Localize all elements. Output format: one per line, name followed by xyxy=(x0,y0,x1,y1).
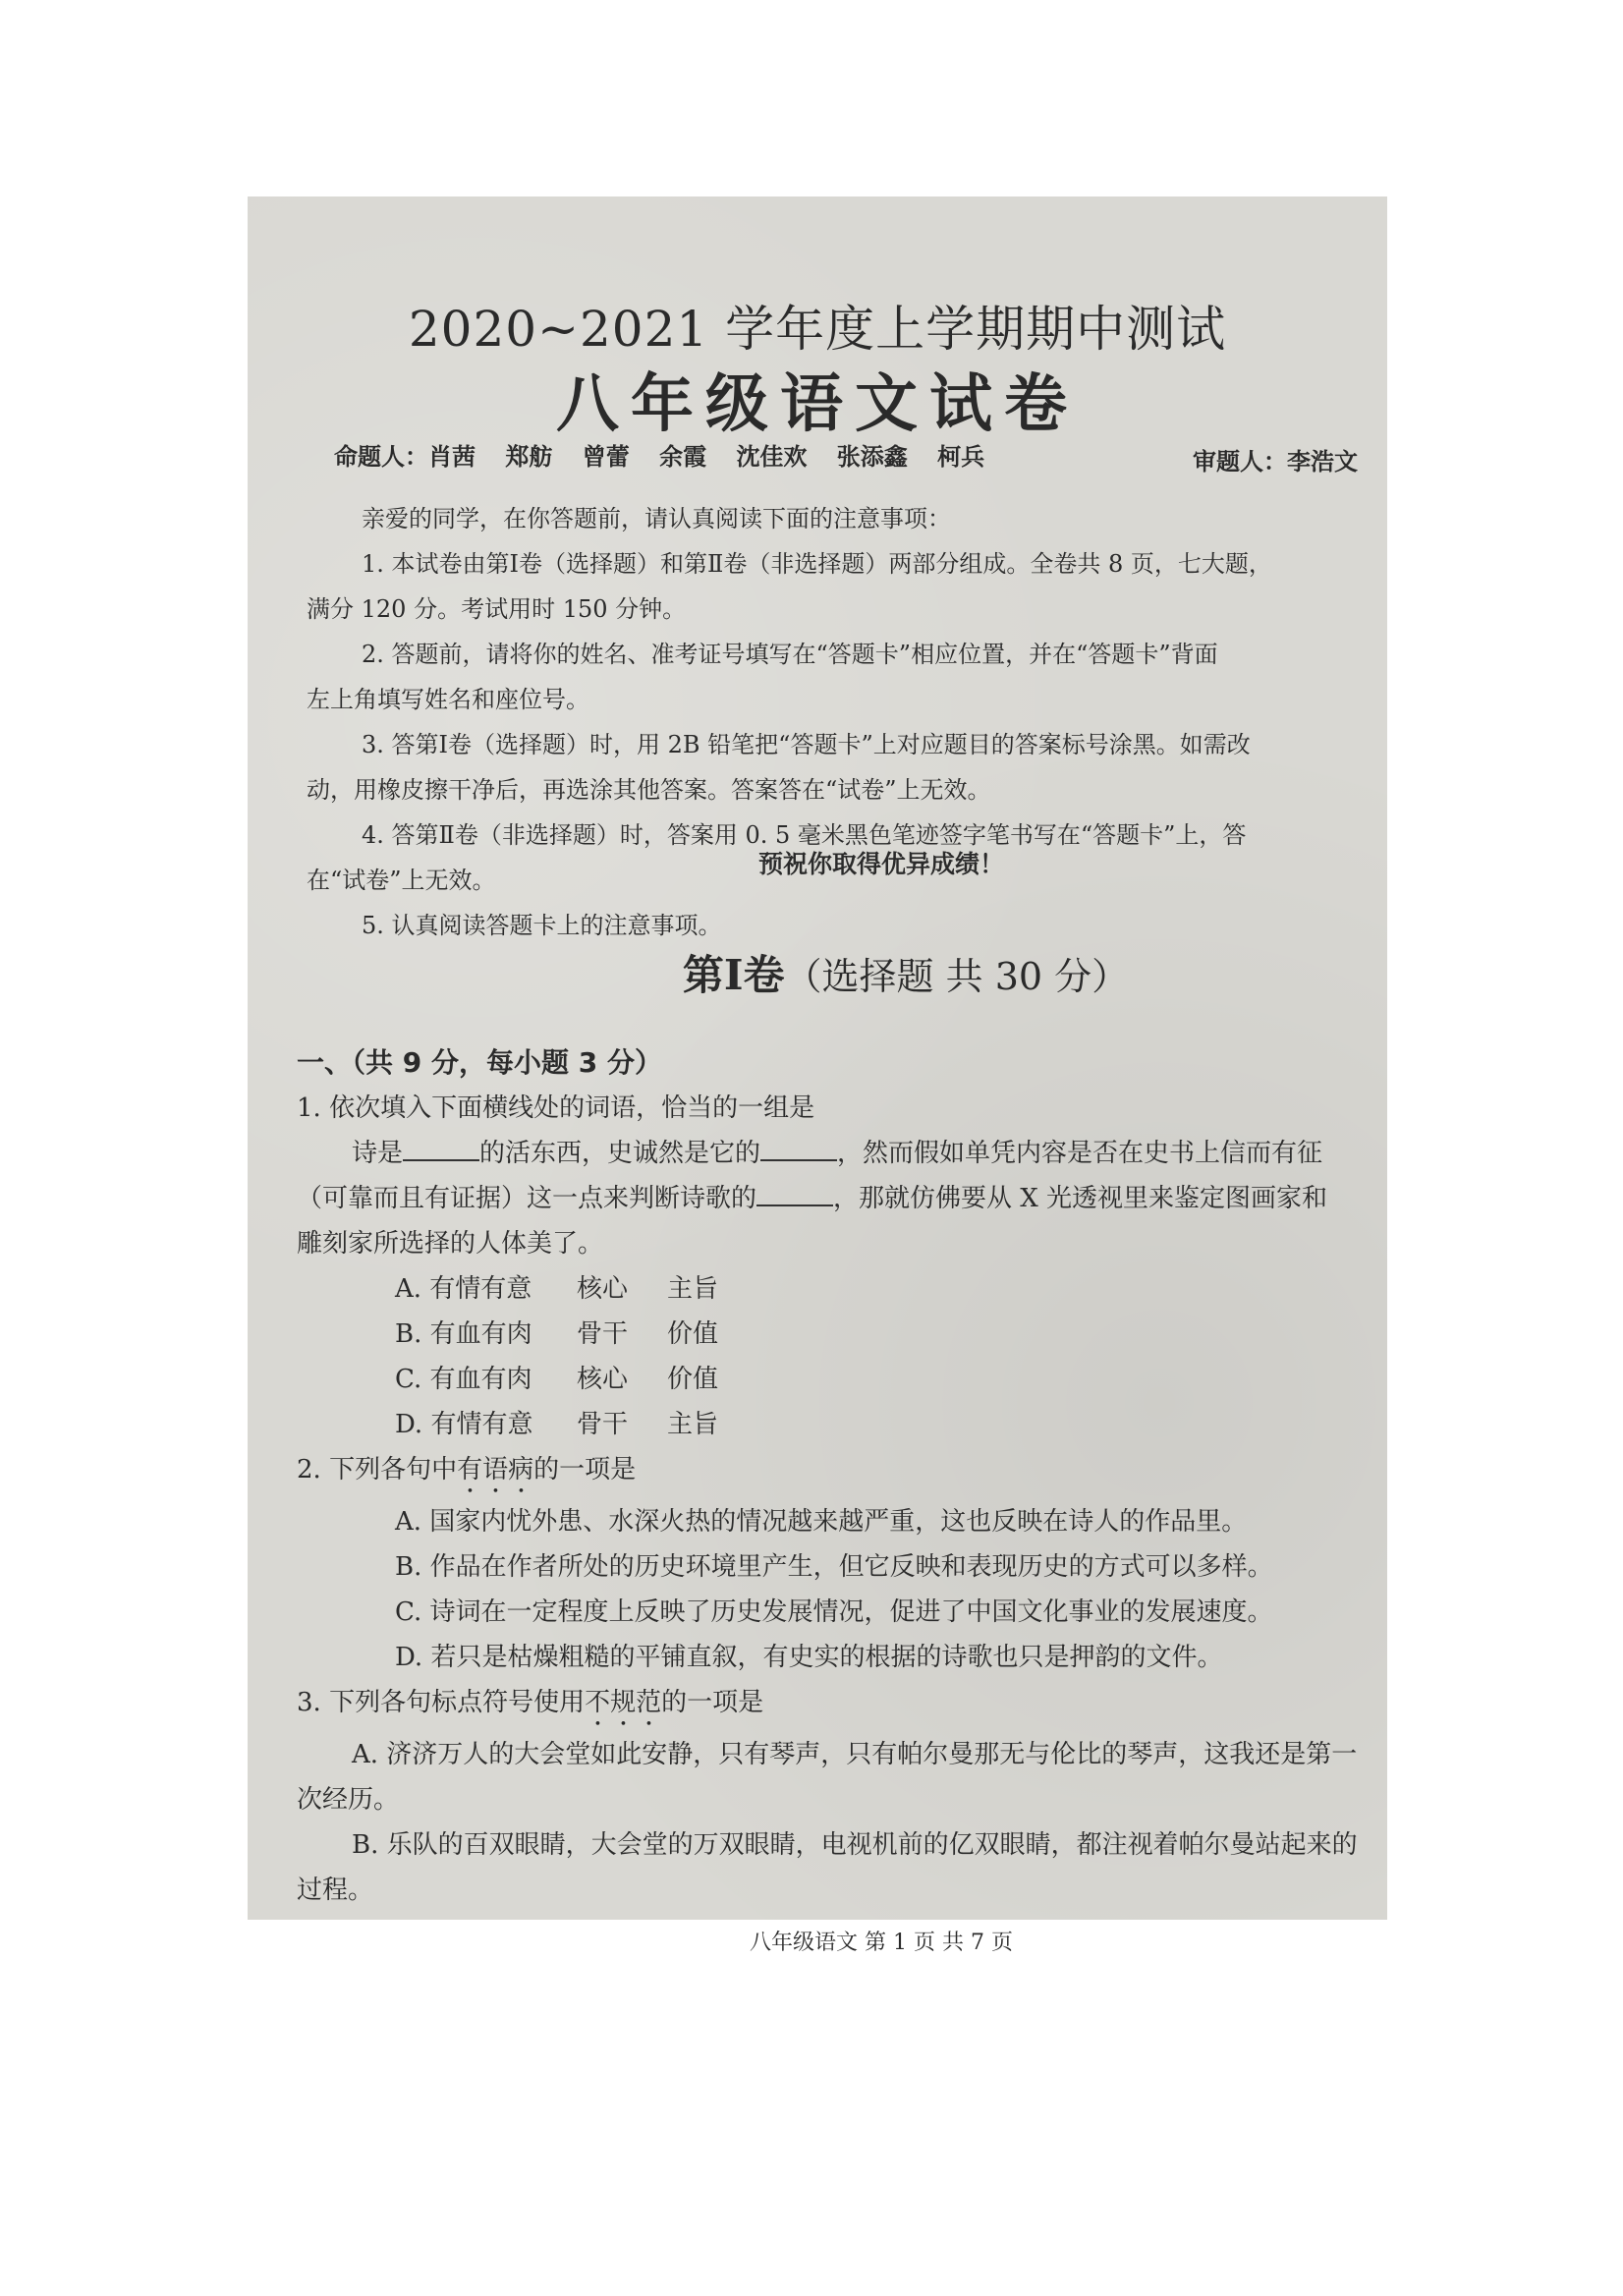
question-2-stem: 2. 下列各句中有语病的一项是 xyxy=(297,1455,637,1484)
question-1-option: D. 有情有意 骨干 主旨 xyxy=(395,1410,719,1439)
answer-blank xyxy=(756,1185,833,1206)
instruction-item-cont: 在“试卷”上无效。 xyxy=(307,867,496,894)
instruction-item: 3. 答第Ⅰ卷（选择题）时，用 2B 铅笔把“答题卡”上对应题目的答案标号涂黑。如需改 xyxy=(362,731,1251,758)
question-2-option: A. 国家内忧外患、水深火热的情况越来越严重，这也反映在诗人的作品里。 xyxy=(395,1507,1248,1537)
instruction-item: 1. 本试卷由第Ⅰ卷（选择题）和第Ⅱ卷（非选择题）两部分组成。全卷共 8 页，七大题， xyxy=(362,550,1272,578)
question-1-passage-end: 雕刻家所选择的人体美了。 xyxy=(297,1229,604,1259)
instruction-item: 2. 答题前，请将你的姓名、准考证号填写在“答题卡”相应位置，并在“答题卡”背面 xyxy=(362,641,1218,668)
reviewer-line: 审题人：李浩文 xyxy=(1193,448,1358,476)
page-footer: 八年级语文 第 1 页 共 7 页 xyxy=(750,1931,1013,1955)
authors-line xyxy=(334,437,1006,472)
answer-blank xyxy=(403,1140,479,1161)
authors-label: 命题人：肖茜 xyxy=(334,443,476,471)
question-1-passage-cont: （可靠而且有证据）这一点来判断诗歌的 ，那就仿佛要从 X 光透视里来鉴定图画家和 xyxy=(297,1184,1328,1213)
instruction-item-cont: 满分 120 分。考试用时 150 分钟。 xyxy=(307,595,687,623)
volume-heading xyxy=(248,943,1387,1002)
exam-title-line2: 八年级语文试卷 xyxy=(556,367,1079,441)
question-3-stem: 3. 下列各句标点符号使用不规范的一项是 xyxy=(297,1688,764,1717)
author-name: 曾蕾 xyxy=(582,443,630,471)
question-1-stem: 1. 依次填入下面横线处的词语，恰当的一组是 xyxy=(297,1093,815,1123)
instructions-intro: 亲爱的同学，在你答题前，请认真阅读下面的注意事项： xyxy=(362,505,951,532)
question-3-option: A. 济济万人的大会堂如此安静，只有琴声，只有帕尔曼那无与伦比的琴声，这我还是第一 xyxy=(352,1740,1358,1769)
question-2-option: D. 若只是枯燥粗糙的平铺直叙，有史实的根据的诗歌也只是押韵的文件。 xyxy=(395,1643,1223,1672)
instruction-item: 5. 认真阅读答题卡上的注意事项。 xyxy=(362,912,722,939)
question-1-option: B. 有血有肉 骨干 价值 xyxy=(395,1319,719,1349)
instruction-item: 4. 答第Ⅱ卷（非选择题）时，答案用 0. 5 毫米黑色笔迹签字笔书写在“答题卡”上，答 xyxy=(362,821,1247,849)
answer-blank xyxy=(760,1140,837,1161)
question-1-option: A. 有情有意 核心 主旨 xyxy=(395,1274,719,1304)
instruction-item-cont: 动，用橡皮擦干净后，再选涂其他答案。答案答在“试卷”上无效。 xyxy=(307,776,991,804)
author-name: 张添鑫 xyxy=(836,443,908,471)
author-name: 沈佳欢 xyxy=(736,443,808,471)
question-1-option: C. 有血有肉 核心 价值 xyxy=(395,1365,719,1394)
questions-block xyxy=(297,1086,1358,1913)
question-2-option: C. 诗词在一定程度上反映了历史发展情况，促进了中国文化事业的发展速度。 xyxy=(395,1597,1273,1627)
author-name: 郑舫 xyxy=(505,443,553,471)
good-luck-message: 预祝你取得优异成绩！ xyxy=(757,850,1004,878)
author-name: 柯兵 xyxy=(937,443,985,471)
instructions-block xyxy=(307,496,1348,948)
question-3-option-cont: 过程。 xyxy=(297,1876,374,1905)
volume-desc: （选择题 共 30 分） xyxy=(784,955,1130,998)
section-heading: 一、（共 9 分，每小题 3 分） xyxy=(297,1046,662,1079)
question-3-option: B. 乐队的百双眼睛，大会堂的万双眼睛，电视机前的亿双眼睛，都注视着帕尔曼站起来的 xyxy=(352,1830,1358,1860)
question-2-option: B. 作品在作者所处的历史环境里产生，但它反映和表现历史的方式可以多样。 xyxy=(395,1552,1273,1582)
volume-name: 第Ⅰ卷 xyxy=(682,951,785,999)
question-3-option-cont: 次经历。 xyxy=(297,1785,400,1815)
author-name: 余霞 xyxy=(659,443,707,471)
exam-paper-sheet xyxy=(248,196,1387,1955)
question-1-passage: 诗是 的活东西，史诚然是它的 ，然而假如单凭内容是否在史书上信而有征 xyxy=(352,1139,1323,1168)
instruction-item-cont: 左上角填写姓名和座位号。 xyxy=(307,686,589,713)
exam-title-line1: 2020~2021 学年度上学期期中测试 xyxy=(408,301,1227,358)
